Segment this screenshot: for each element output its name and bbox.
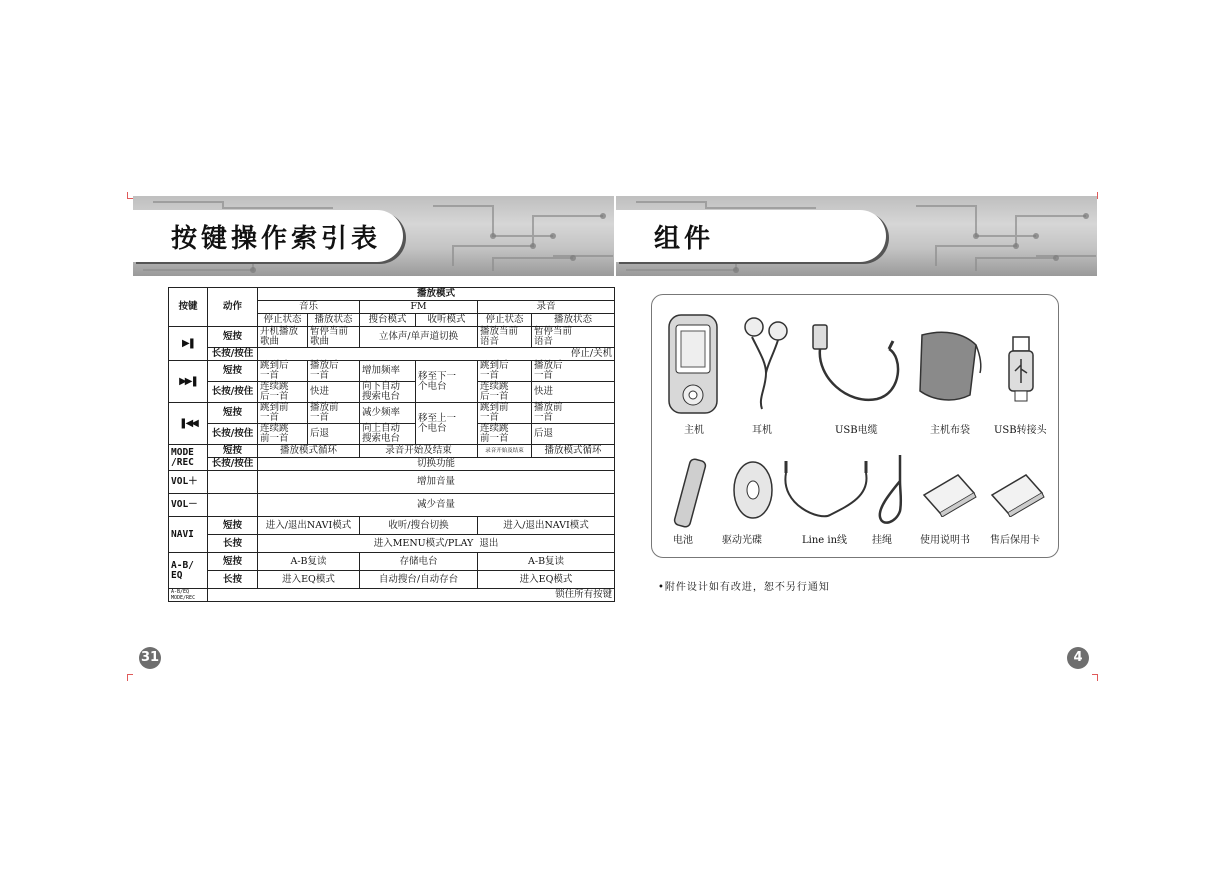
table-cell: 进入EQ模式 (478, 571, 615, 589)
table-row (169, 553, 615, 571)
item-label: 耳机 (752, 425, 772, 436)
table-cell: 快进 (308, 382, 360, 403)
table-cell (208, 494, 258, 517)
table-row (169, 494, 615, 517)
subheader: 停止状态 (258, 314, 308, 327)
table-row (169, 517, 615, 535)
key-vol-up: VOL＋ (169, 471, 208, 494)
item-label: USB转接头 (994, 425, 1047, 436)
table-cell: 跳到前 一首 (478, 403, 532, 424)
table-cell: 停止/关机 (258, 348, 615, 361)
note-text: 附件设计如有改进，恕不另行通知 (664, 582, 830, 593)
table-cell: 自动搜台/自动存台 (360, 571, 478, 589)
crop-mark (1097, 674, 1098, 681)
action-label: 短按 (208, 361, 258, 382)
table-cell: 播放后 一首 (308, 361, 360, 382)
action-label: 长按 (208, 535, 258, 553)
right-header-banner (616, 196, 1097, 276)
action-label: 长按/按住 (208, 348, 258, 361)
table-cell: 播放后 一首 (532, 361, 615, 382)
table-cell: 暂停当前 歌曲 (308, 327, 360, 348)
table-cell: 锁住所有按键 (208, 589, 615, 602)
subheader: 播放状态 (308, 314, 360, 327)
pouch-icon (914, 325, 984, 405)
table-cell: 减少音量 (258, 494, 615, 517)
table-row (169, 382, 615, 403)
manual-icon (920, 471, 978, 517)
table-cell: 增加音量 (258, 471, 615, 494)
warranty-card-icon (988, 471, 1046, 517)
title-tab (616, 210, 886, 262)
table-cell: 增加频率 (360, 361, 416, 382)
action-label: 短按 (208, 517, 258, 535)
table-row (169, 288, 615, 301)
title-tab (133, 210, 403, 262)
table-cell: 后退 (308, 424, 360, 445)
key-prev (169, 403, 208, 445)
table-cell: 进入MENU模式/PLAY 退出 (258, 535, 615, 553)
footnote (658, 578, 830, 593)
table-row (169, 589, 615, 602)
line-in-cable-icon (780, 455, 872, 525)
accessories-panel (651, 294, 1059, 558)
usb-adapter-icon (1003, 335, 1039, 407)
table-cell: 向下自动 搜索电台 (360, 382, 416, 403)
cd-icon (730, 459, 776, 521)
battery-icon (670, 455, 710, 531)
action-label: 长按/按住 (208, 458, 258, 471)
table-row (169, 361, 615, 382)
table-cell: 收听/搜台切换 (360, 517, 478, 535)
table-cell: 开机播放 歌曲 (258, 327, 308, 348)
crop-mark (1092, 674, 1098, 675)
table-cell: 播放模式循环 (258, 445, 360, 458)
next-track-icon: ▶▶❚ (179, 375, 197, 387)
table-cell: 移至下一 个电台 (416, 361, 478, 403)
table-row (169, 458, 615, 471)
table-cell: 播放前 一首 (532, 403, 615, 424)
table-row (169, 535, 615, 553)
key-ab-eq: A-B/ EQ (169, 553, 208, 589)
key-lock-combo: A-B/EQ MODE/REC (169, 589, 208, 602)
mp3-player-icon (667, 313, 719, 415)
action-label: 短按 (208, 327, 258, 348)
table-cell: 切换功能 (258, 458, 615, 471)
subheader: 搜台模式 (360, 314, 416, 327)
key-mode-rec: MODE /REC (169, 445, 208, 471)
action-label: 长按/按住 (208, 424, 258, 445)
table-cell: A-B复读 (258, 553, 360, 571)
table-cell: 连续跳 前一首 (478, 424, 532, 445)
action-label: 短按 (208, 553, 258, 571)
key-next (169, 361, 208, 403)
table-cell: A-B复读 (478, 553, 615, 571)
page-title: 按键操作索引表 (171, 224, 382, 254)
header-fm: FM (360, 301, 478, 314)
table-cell: 录音开始及结束 (360, 445, 478, 458)
table-cell: 播放当前 语音 (478, 327, 532, 348)
crop-mark (127, 674, 133, 675)
table-cell (208, 471, 258, 494)
lanyard-icon (872, 451, 908, 531)
earphones-icon (740, 313, 796, 411)
previous-track-icon: ❚◀◀ (179, 417, 197, 429)
left-header-banner (133, 196, 614, 276)
key-operation-table (168, 287, 615, 602)
item-label: 电池 (673, 535, 693, 546)
table-cell: 录音开始及结束 (478, 445, 532, 458)
table-cell: 减少频率 (360, 403, 416, 424)
action-label: 短按 (208, 403, 258, 424)
page-title: 组件 (654, 224, 715, 254)
table-row (169, 424, 615, 445)
table-cell: 暂停当前 语音 (532, 327, 615, 348)
table-cell: 连续跳 前一首 (258, 424, 308, 445)
subheader: 收听模式 (416, 314, 478, 327)
page-number-badge: 31 (139, 647, 161, 669)
table-cell: 进入/退出NAVI模式 (478, 517, 615, 535)
item-label: Line in线 (802, 535, 848, 546)
table-cell: 进入EQ模式 (258, 571, 360, 589)
table-cell: 播放前 一首 (308, 403, 360, 424)
item-label: 驱动光碟 (722, 535, 762, 546)
table-cell: 进入/退出NAVI模式 (258, 517, 360, 535)
table-row (169, 403, 615, 424)
usb-cable-icon (807, 317, 907, 411)
table-cell: 连续跳 后一首 (258, 382, 308, 403)
play-pause-icon: ▶❚ (181, 337, 195, 349)
header-music: 音乐 (258, 301, 360, 314)
table-cell: 立体声/单声道切换 (360, 327, 478, 348)
bullet-icon: • (658, 582, 665, 593)
table-cell: 播放模式循环 (532, 445, 615, 458)
header-action: 动作 (208, 288, 258, 327)
table-cell: 跳到后 一首 (478, 361, 532, 382)
crop-mark (127, 674, 128, 681)
item-label: USB电缆 (835, 425, 878, 436)
subheader: 停止状态 (478, 314, 532, 327)
action-label: 短按 (208, 445, 258, 458)
key-vol-down: VOL－ (169, 494, 208, 517)
table-cell: 存储电台 (360, 553, 478, 571)
item-label: 挂绳 (872, 535, 892, 546)
table-row (169, 327, 615, 348)
action-label: 长按 (208, 571, 258, 589)
table-row (169, 571, 615, 589)
action-label: 长按/按住 (208, 382, 258, 403)
header-key: 按键 (169, 288, 208, 327)
table-row (169, 348, 615, 361)
subheader: 播放状态 (532, 314, 615, 327)
item-label: 主机布袋 (930, 425, 970, 436)
item-label: 使用说明书 (920, 535, 970, 546)
table-cell: 后退 (532, 424, 615, 445)
table-cell: 跳到后 一首 (258, 361, 308, 382)
table-cell: 快进 (532, 382, 615, 403)
table-row (169, 445, 615, 458)
table-cell: 向上自动 搜索电台 (360, 424, 416, 445)
item-label: 售后保用卡 (990, 535, 1040, 546)
item-label: 主机 (684, 425, 704, 436)
table-cell: 移至上一 个电台 (416, 403, 478, 445)
key-navi: NAVI (169, 517, 208, 553)
table-row (169, 471, 615, 494)
header-record: 录音 (478, 301, 615, 314)
header-mode: 播放模式 (258, 288, 615, 301)
table-cell: 连续跳 后一首 (478, 382, 532, 403)
page-number-badge: 4 (1067, 647, 1089, 669)
table-cell: 跳到前 一首 (258, 403, 308, 424)
key-play-pause (169, 327, 208, 361)
